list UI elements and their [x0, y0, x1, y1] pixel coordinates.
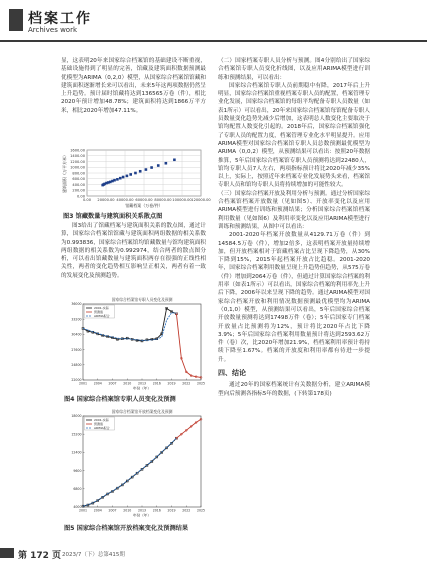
legend-label: ARIMA拟合: [94, 314, 110, 319]
x-tick-label: 120000.00: [191, 198, 211, 202]
chart-title: 国家综合档案馆开放档案变化及预测: [111, 409, 173, 414]
y-tick-label: 9600: [73, 468, 82, 473]
y-tick-label: 12400: [71, 450, 82, 455]
paragraph: 显，这表明20年来国家综合档案馆的基础建设不断重视，基础设施得到了明显的完善，馆藏及建筑面积数据预测最优模型为ARIMA（0,2,0）模型，从国家综合档案馆馆藏和建筑面积逐渐增长来可以看出，未来5年这两项数据仍然呈上升趋势。预计届时馆藏将达到136565万卷（件），相比2020年预计增加48.78%；建筑面积将达到1866万平方米，相比2020年增加47.11%。: [61, 58, 206, 114]
x-axis-label: 年份（年）: [133, 513, 151, 518]
y-tick-label: 1000.00: [70, 165, 85, 170]
x-tick-label: 2013: [137, 381, 147, 386]
figure-4: [63, 296, 206, 392]
y-tick-label: 6800: [73, 487, 82, 491]
y-tick-label: 22000: [71, 378, 82, 383]
figure-5: [63, 408, 206, 520]
data-point: [139, 170, 142, 173]
x-tick-label: 2025: [196, 508, 206, 513]
x-tick-label: 2019: [167, 508, 176, 513]
figure-3: [61, 146, 211, 208]
paragraph: （二）国家档案专职人员分析与预测。图4分别给出了国家综合档案馆专职人员变化折线图，以及应用ARIMA模型进行训练和预测结果，可以看出：: [218, 58, 370, 81]
left-column-top: [61, 57, 206, 115]
x-axis-label: 年份（年）: [133, 386, 151, 391]
data-point: [134, 172, 137, 175]
footer-marker: [0, 548, 14, 558]
x-tick-label: 20000.00: [97, 198, 115, 202]
data-point: [113, 179, 116, 182]
x-tick-label: 2001: [78, 381, 88, 386]
journal-header: [0, 0, 427, 42]
section-marker: [9, 9, 23, 31]
y-axis-label: 建筑面积（万平方米）: [62, 153, 67, 193]
y-tick-label: 30400: [71, 332, 82, 337]
line-chart-staff: [63, 296, 206, 392]
figure-3-caption: 图3 馆藏数量与建筑面积关系散点图: [63, 213, 163, 220]
data-point: [126, 175, 129, 178]
header-rule: [0, 40, 427, 42]
y-tick-label: 1400.00: [70, 154, 85, 159]
x-tick-label: 2022: [182, 508, 191, 513]
y-tick-label: 36000: [71, 302, 82, 307]
x-tick-label: 2007: [108, 508, 117, 513]
data-point: [119, 177, 122, 180]
y-tick-label: 1200.00: [70, 159, 85, 164]
legend-label: 预测值: [94, 310, 104, 315]
data-point: [122, 176, 125, 179]
legend-label: 2001-实际: [94, 418, 109, 423]
chart-title: 国家综合档案馆专职人员变化及预测: [111, 297, 173, 302]
y-tick-label: 18000: [71, 414, 82, 419]
left-column-mid: [61, 222, 206, 280]
x-tick-label: 40000.00: [116, 198, 134, 202]
section-subtitle: Archives work: [28, 26, 78, 34]
x-tick-label: 2022: [182, 381, 191, 386]
section-title: 档案工作: [28, 11, 92, 27]
paragraph: 通过20年的国家档案统计有关数据分析，建立ARIMA模型向后预测各指标5年的数据，(下转第178页): [218, 382, 370, 397]
data-point: [145, 168, 148, 171]
legend-label: 预测值: [94, 422, 104, 427]
data-point: [173, 158, 176, 161]
x-tick-label: 2001: [78, 508, 88, 513]
x-tick-label: 2007: [108, 381, 117, 386]
scatter-chart: [61, 146, 211, 208]
paragraph: 国家综合档案馆专职人员前期稳中有降，2017年后上升明显，国家综合档案馆重视档案专职人员的配置，档案管理专业化发展，国家综合档案馆的每组平均配备专职人员数量（如表1所示）可以看出，20年来国家综合档案馆每馆配备专职人员数量变化趋势先减少后增加，这表明总人数变化主要取决于馆均配置人数变化引起的。2018年后，国家综合档案馆强化了专职人员的配置力度，档案管理专业化水平明显提升。应用ARIMA模型对国家综合档案馆专职人员总数预测最优模型为ARIMA（0,0,2）模型，从预测结果可以看出：按照20年数据推算，5年后国家综合档案馆专职人员预测将达到22480人，馆均专职人员7人左右，两项指标预计将比2020年减少35%以上，实际上，按照近年来档案专业化发展势头来看，档案馆专职人员和馆均专职人员将持续增加的可能性较大。: [218, 82, 370, 189]
section-heading: 四、结论: [218, 368, 246, 377]
y-tick-label: 33200: [71, 317, 82, 322]
x-tick-label: 2016: [152, 381, 161, 386]
right-column: [218, 57, 370, 398]
x-tick-label: 2004: [93, 381, 102, 386]
legend-label: 2001-实际: [94, 306, 109, 311]
x-tick-label: 2013: [137, 508, 147, 513]
y-tick-label: 0.00: [76, 194, 85, 199]
y-tick-label: 24800: [71, 363, 82, 367]
x-tick-label: 2010: [123, 381, 132, 386]
x-axis-label: 馆藏档案（万卷/件）: [125, 203, 163, 208]
x-tick-label: 100000.00: [172, 198, 192, 202]
data-point: [116, 178, 119, 181]
legend-label: ARIMA拟合: [94, 426, 110, 431]
x-tick-label: 2010: [123, 508, 132, 513]
paragraph: 图3给出了馆藏档案与建筑面积关系的散点图，通过计算，国家综合档案馆馆藏与建筑面积两组数据的相关系数为0.993836，国家综合档案馆均馆藏数量与馆均建筑面积两组数据的相关系数为0.992974，结合两者的散点图分析，可以看出馆藏数量与建筑面积两存在很强的正线性相关性，两者的变化趋势相互影响呈正相关，两者有着一致的发展变化及预测趋势。: [61, 223, 206, 279]
x-tick-label: 80000.00: [154, 198, 172, 202]
y-tick-label: 800.00: [72, 171, 85, 176]
y-tick-label: 600.00: [72, 177, 85, 182]
y-tick-label: 4000: [73, 505, 82, 510]
x-tick-label: 0.00: [82, 198, 92, 202]
figure-5-caption: 图5 国家综合档案馆开放档案变化及预测结果: [64, 525, 189, 532]
x-tick-label: 2004: [93, 508, 102, 513]
y-tick-label: 27600: [71, 347, 82, 352]
data-point: [157, 164, 160, 167]
data-point: [150, 166, 153, 169]
paragraph: （三）国家综合档案开放及利用分析与预测。通过分析国家综合档案馆档案开放数量（见如图5）、开放率变化以及应用ARIMA模型进行训练和预测结果；分析国家综合档案馆档案利用数量（见如图6）及利用率变化以及应用ARIMA模型进行训练和预测结果，从图中可以看出：: [218, 190, 370, 230]
issue-info: 2023/7（下）总第415期: [62, 552, 125, 558]
y-tick-label: 200.00: [72, 188, 85, 193]
x-tick-label: 2019: [167, 381, 176, 386]
line-chart-open: [63, 408, 206, 520]
data-point: [165, 162, 168, 165]
y-tick-label: 400.00: [72, 182, 85, 187]
x-tick-label: 60000.00: [135, 198, 153, 202]
page-number: 第 172 页: [18, 551, 62, 561]
y-tick-label: 1600.00: [70, 148, 85, 153]
y-tick-label: 15200: [71, 432, 82, 437]
x-tick-label: 2025: [196, 381, 206, 386]
data-point: [129, 173, 132, 176]
paragraph: 2001-2020年档案开放数量从4129.71万卷（件）到14584.5万卷（件），增加2倍多，这表明档案开放量持续增加，但开放档案相对于馆藏档案占比呈现下降趋势，从30%下降到15%，2015年起档案开放占比趋稳。2001-2020年，国家综合档案利用数量呈现上升趋势但趋势，从575万卷（件）增加到2064万卷（件），但通过计算国家综合档案的利用率（如表1所示）可以看出，国家综合档案的利用率先上升后下降，2006年以来呈现下降的趋势。通过ARIMA模型对国家综合档案开放和利用情况数据预测最优模型均为ARIMA（0,1,0）模型，从预测结果可以看出，5年后国家综合档案开放数量预测将达到17498万件（卷）；5年后国家专门档案开放量占比预测将为12%，预计将比2020年占比下降3.9%；5年后国家综合档案利用数量预计将达到2593.62万件（卷）次，比2020年增加21.9%，档档案利用率预计将持续下降至1.67%。档案的开放度和利用率都有待进一步提升。: [218, 232, 370, 363]
figure-4-caption: 图4 国家综合档案馆专职人员变化及预测: [64, 396, 176, 403]
x-tick-label: 2016: [152, 508, 161, 513]
